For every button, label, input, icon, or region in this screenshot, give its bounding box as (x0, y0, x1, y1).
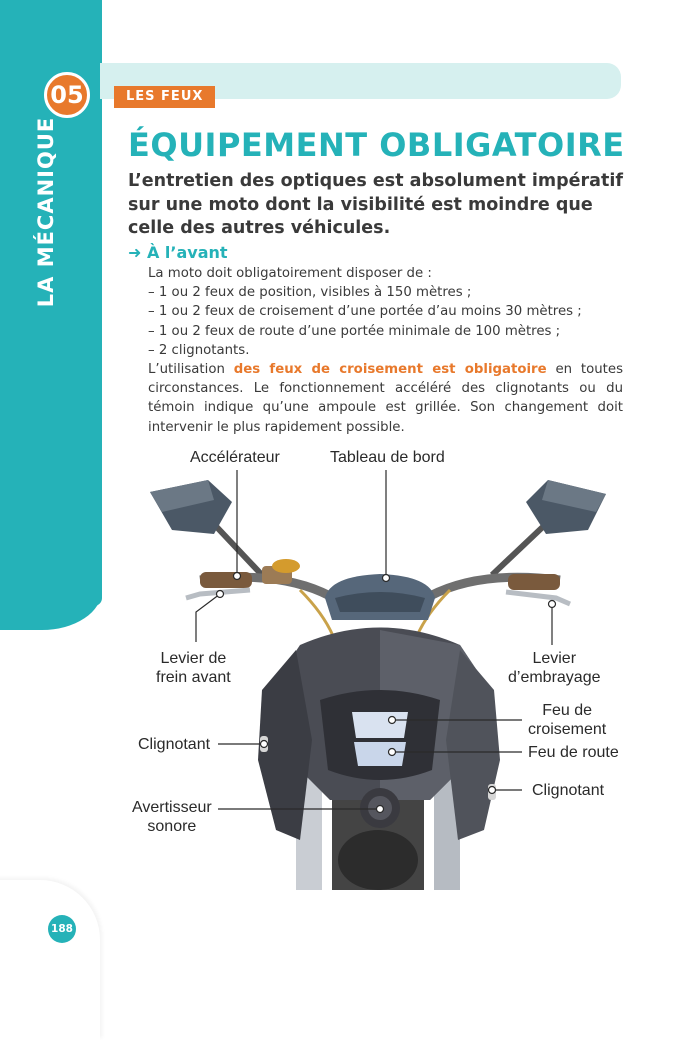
reservoir (272, 559, 300, 573)
para-highlight: des feux de croisement est obligatoire (233, 362, 547, 378)
subheading-avant: ➜ À l’avant (128, 243, 228, 262)
page-number: 188 (48, 915, 76, 943)
mirror-left (150, 480, 262, 575)
label-avertisseur (132, 798, 212, 836)
page-corner-shape (0, 880, 100, 1040)
left-grip (200, 572, 252, 588)
section-tag: LES FEUX (114, 86, 215, 108)
label-clignotant-left: Clignotant (138, 736, 211, 753)
high-beam-light (354, 742, 406, 766)
label-avertisseur-line2: sonore (147, 818, 197, 835)
front-mudguard (338, 830, 418, 890)
para-after: en toutes circonstances. Le fonctionnement accéléré des clignotants ou du témoin indique qu’une ampoule est grillée. Son changement doit intervenir le plus rapidement possible. (148, 362, 623, 435)
label-feu-croisement-line2: croisement (528, 721, 607, 738)
label-accelerateur: Accélérateur (190, 449, 280, 466)
label-feu-croisement-line1: Feu de (542, 702, 593, 719)
right-grip (508, 574, 560, 590)
body-lead: La moto doit obligatoirement disposer de : (148, 266, 432, 281)
chapter-side-label: LA MÉCANIQUE (34, 116, 58, 308)
label-tableau-de-bord: Tableau de bord (330, 449, 445, 466)
label-levier-embrayage-line1: Levier (532, 650, 577, 667)
mirror-right (492, 480, 606, 575)
page-title: ÉQUIPEMENT OBLIGATOIRE (128, 126, 625, 164)
chapter-number-badge: 05 (44, 72, 90, 118)
label-levier-frein (156, 649, 231, 687)
list-item: – 1 ou 2 feux de position, visibles à 150 mètres ; (148, 285, 472, 301)
label-feu-de-route: Feu de route (528, 744, 619, 761)
label-levier-embrayage-line2: d’embrayage (508, 669, 601, 686)
label-avertisseur-line1: Avertisseur (132, 799, 212, 816)
low-beam-light (352, 712, 408, 738)
dashboard-screen (335, 592, 425, 612)
label-feu-croisement (528, 701, 606, 739)
label-levier-frein-line2: frein avant (156, 669, 231, 686)
list-item: – 2 clignotants. (148, 342, 250, 358)
label-levier-frein-line1: Levier de (160, 650, 227, 667)
list-item: – 1 ou 2 feux de route d’une portée minimale de 100 mètres ; (148, 323, 561, 339)
clutch-lever (506, 592, 570, 604)
list-item: – 1 ou 2 feux de croisement d’une portée d’au moins 30 mètres ; (148, 304, 582, 320)
intro-paragraph: L’entretien des optiques est absolument impératif sur une moto dont la visibilité est moindre que celle des autres véhicules. (128, 171, 623, 238)
para-before: L’utilisation (148, 362, 234, 378)
label-levier-embrayage (508, 649, 601, 687)
label-clignotant-right: Clignotant (532, 782, 605, 799)
